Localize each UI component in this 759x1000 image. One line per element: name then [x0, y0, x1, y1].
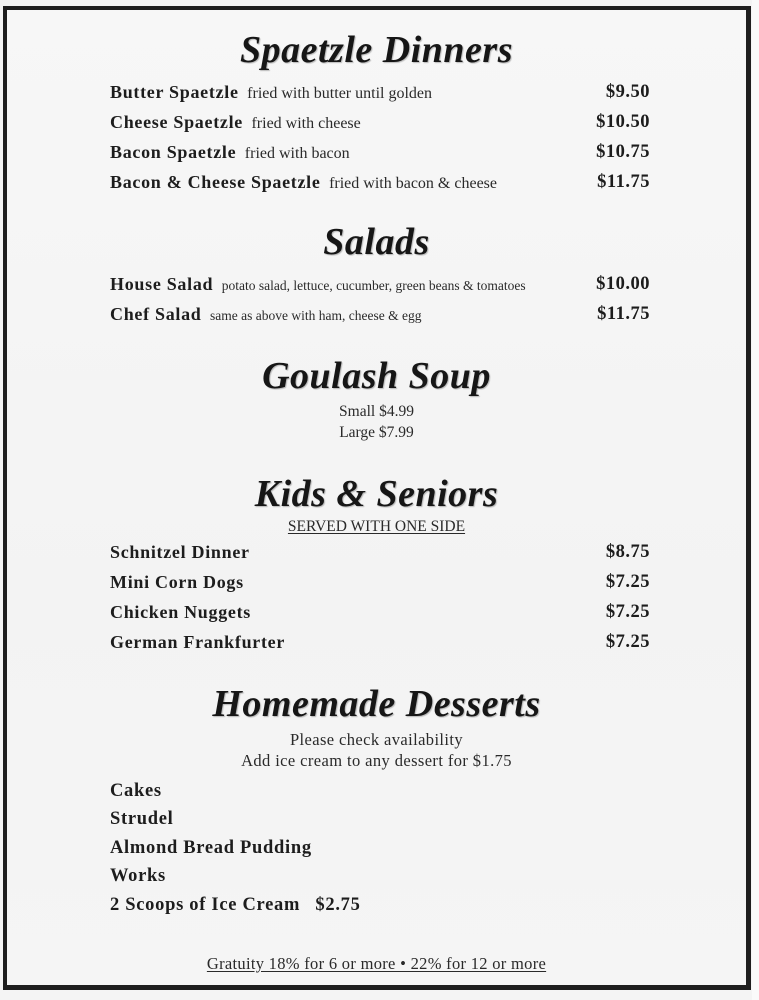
desserts-note-availability: Please check availability [289, 730, 464, 749]
dessert-item [110, 781, 162, 802]
item-name: Almond Bread Pudding [110, 838, 312, 858]
item-price: $2.75 [315, 895, 361, 915]
menu-item [110, 274, 650, 300]
menu-item [110, 112, 650, 138]
item-name: Cheese Spaetzle [110, 112, 243, 132]
item-price: $7.25 [605, 632, 650, 652]
dessert-item [110, 895, 361, 916]
menu-item [110, 172, 650, 198]
item-price: $7.25 [605, 572, 650, 592]
menu-item [110, 632, 650, 658]
item-name: Butter Spaetzle [110, 82, 239, 102]
desserts-note-ice-cream: Add ice cream to any dessert for $1.75 [241, 751, 512, 770]
item-price: $9.50 [605, 82, 650, 102]
item-name: Bacon Spaetzle [110, 142, 237, 162]
item-description: fried with butter until golden [247, 85, 433, 102]
item-name: House Salad [110, 274, 214, 294]
menu-item [110, 602, 650, 628]
item-name: German Frankfurter [110, 632, 286, 652]
item-price: $8.75 [605, 542, 650, 562]
item-name: 2 Scoops of Ice Cream [110, 895, 301, 915]
soup-size-small: Small $4.99 [339, 403, 414, 420]
item-price: $10.00 [596, 274, 650, 294]
item-description: potato salad, lettuce, cucumber, green beans & tomatoes [221, 278, 526, 293]
item-name: Strudel [110, 809, 174, 829]
section-title-desserts: Homemade Desserts [212, 683, 541, 725]
soup-size-large: Large $7.99 [339, 424, 414, 441]
item-name: Bacon & Cheese Spaetzle [110, 172, 321, 192]
item-name: Chicken Nuggets [110, 602, 252, 622]
item-name: Chef Salad [110, 304, 202, 324]
menu-item [110, 304, 650, 330]
item-price: $10.75 [596, 142, 650, 162]
item-name: Cakes [110, 781, 162, 801]
item-price: $7.25 [605, 602, 650, 622]
menu-page [3, 6, 751, 990]
section-title-salads: Salads [323, 221, 430, 263]
menu-item [110, 142, 650, 168]
dessert-item [110, 838, 312, 859]
section-title-kids-seniors: Kids & Seniors [254, 473, 499, 515]
item-name: Schnitzel Dinner [110, 542, 250, 562]
section-title-spaetzle: Spaetzle Dinners [240, 29, 513, 71]
gratuity-note: Gratuity 18% for 6 or more • 22% for 12 or more [206, 954, 547, 973]
section-subtitle: SERVED WITH ONE SIDE [287, 518, 466, 535]
scan-margin [752, 0, 759, 1000]
item-name: Mini Corn Dogs [110, 572, 244, 592]
item-description: fried with bacon [244, 145, 350, 162]
item-description: fried with bacon & cheese [329, 175, 498, 192]
dessert-item [110, 866, 166, 887]
item-description: same as above with ham, cheese & egg [210, 308, 422, 323]
item-price: $10.50 [596, 112, 650, 132]
item-price: $11.75 [597, 172, 650, 192]
section-title-goulash: Goulash Soup [262, 355, 491, 397]
dessert-item [110, 809, 174, 830]
menu-item [110, 542, 650, 568]
menu-item [110, 82, 650, 108]
menu-item [110, 572, 650, 598]
item-price: $11.75 [597, 304, 650, 324]
item-name: Works [110, 866, 166, 886]
item-description: fried with cheese [251, 115, 361, 132]
